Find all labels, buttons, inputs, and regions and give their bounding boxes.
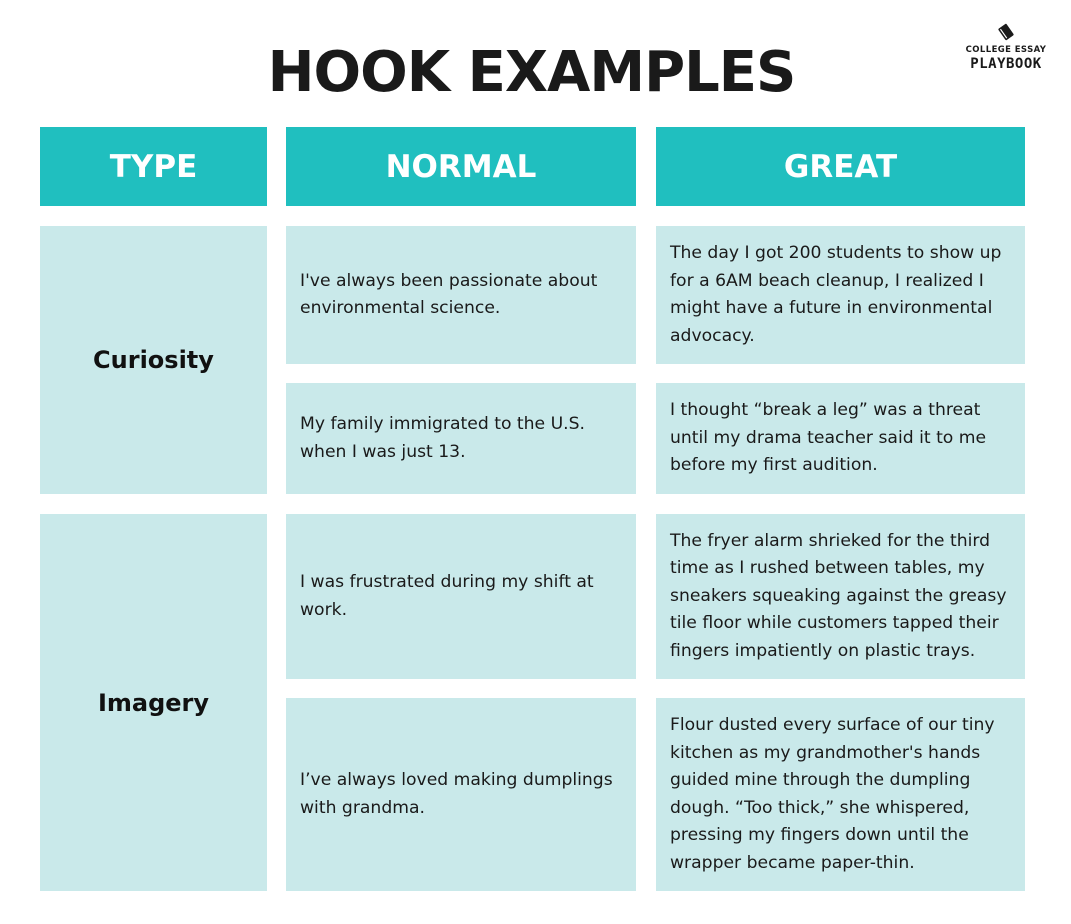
great-example-cell: The fryer alarm shrieked for the third time as I rushed between tables, my sneakers squeaking against the greasy tile floor while customers tapped their fingers impatiently on plastic trays. <box>656 514 1025 679</box>
normal-example-cell: I’ve always loved making dumplings with grandma. <box>286 698 636 891</box>
type-cell-imagery: Imagery <box>40 514 267 891</box>
header-normal: NORMAL <box>286 127 636 206</box>
brand-logo <box>958 22 1054 74</box>
great-example-cell: Flour dusted every surface of our tiny kitchen as my grandmother's hands guided mine through the dumpling dough. “Too thick,” she whispered, pressing my fingers down until the wrapper became paper-thin. <box>656 698 1025 891</box>
normal-example-cell: I've always been passionate about environmental science. <box>286 226 636 364</box>
page-title: HOOK EXAMPLES <box>267 40 796 105</box>
logo-text-top: COLLEGE ESSAY <box>965 45 1047 55</box>
normal-example-cell: My family immigrated to the U.S. when I was just 13. <box>286 383 636 494</box>
header-great: GREAT <box>656 127 1025 206</box>
great-example-cell: The day I got 200 students to show up for a 6AM beach cleanup, I realized I might have a future in environmental advocacy. <box>656 226 1025 364</box>
normal-example-cell: I was frustrated during my shift at work. <box>286 514 636 679</box>
book-icon <box>996 22 1016 42</box>
great-example-cell: I thought “break a leg” was a threat until my drama teacher said it to me before my first audition. <box>656 383 1025 494</box>
type-cell-curiosity: Curiosity <box>40 226 267 494</box>
logo-text-bottom: PLAYBOOK <box>970 56 1042 72</box>
header-type: TYPE <box>40 127 267 206</box>
